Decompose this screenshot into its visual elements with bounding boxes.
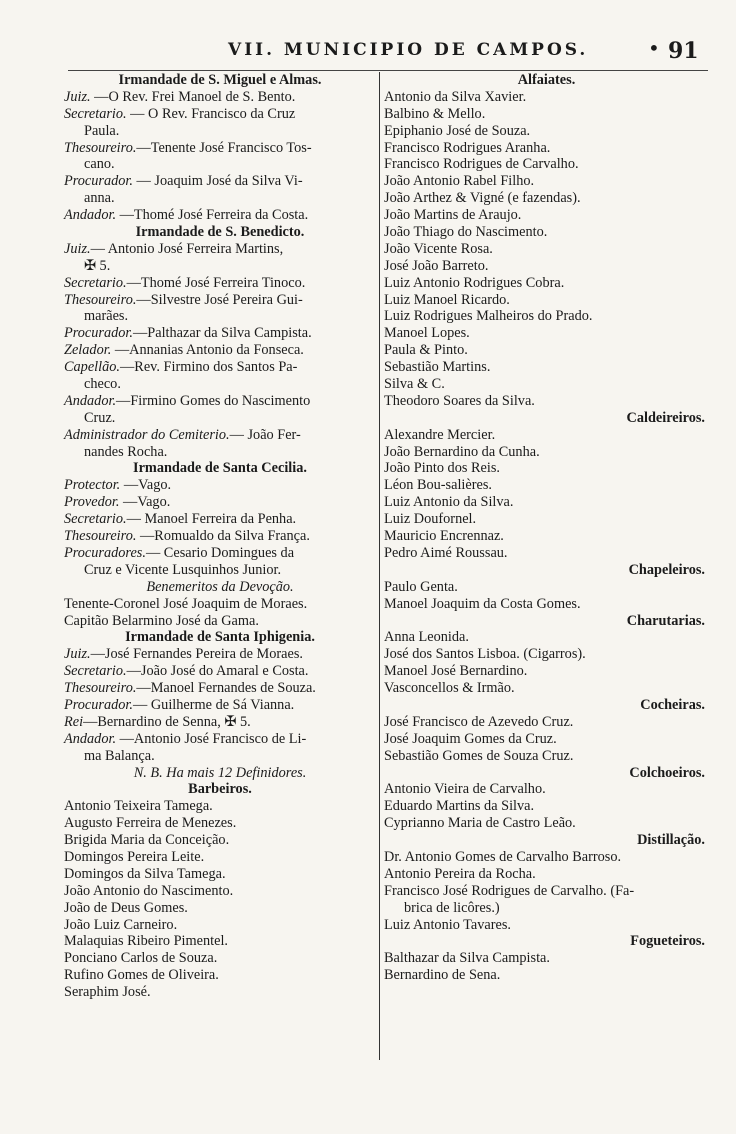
line-text: Luiz Antonio da Silva.: [384, 494, 514, 511]
page-title: VII. MUNICIPIO DE CAMPOS.: [228, 40, 589, 60]
line-text: —O Rev. Frei Manoel de S. Bento.: [90, 88, 296, 105]
line-text: Manoel José Bernardino.: [384, 663, 528, 680]
line-text: — Cesario Domingues da: [145, 544, 295, 561]
line-text: Seraphim José.: [64, 984, 151, 1001]
text-line: [384, 325, 709, 342]
text-line: [384, 224, 709, 241]
role-label: Juiz.: [64, 646, 91, 663]
text-line: [64, 731, 376, 748]
line-text: — Guilherme de Sá Vianna.: [132, 696, 295, 713]
line-text: João Vicente Rosa.: [384, 240, 493, 257]
section-heading: [384, 832, 709, 849]
text-line: [384, 89, 709, 106]
text-line: [64, 849, 376, 866]
text-line: [384, 393, 709, 410]
line-text: João Luiz Carneiro.: [64, 916, 178, 933]
line-text: —Rev. Firmino dos Santos Pa-: [120, 359, 298, 376]
line-text: João Bernardino da Cunha.: [384, 443, 540, 460]
section-heading: [384, 72, 709, 89]
text-line: [384, 596, 709, 613]
line-text: José João Barreto.: [384, 257, 489, 274]
text-line: [64, 950, 376, 967]
text-line: [384, 646, 709, 663]
text-line: [64, 528, 376, 545]
role-label: Andador.: [64, 392, 117, 409]
line-text: Irmandade de S. Miguel e Almas.: [118, 72, 322, 88]
role-label: Thesoureiro.: [64, 139, 137, 156]
text-line: [384, 376, 709, 393]
line-text: Malaquias Ribeiro Pimentel.: [64, 933, 228, 950]
text-line: [384, 427, 709, 444]
line-text: Charutarias.: [626, 612, 705, 629]
text-line: [384, 663, 709, 680]
text-line: [384, 798, 709, 815]
line-text: — Antonio José Ferreira Martins,: [90, 240, 284, 257]
line-text: anna.: [84, 190, 115, 207]
line-text: —Manoel Fernandes de Souza.: [136, 680, 316, 697]
line-text: N. B. Ha mais 12 Definidores.: [133, 764, 307, 781]
role-label: Protector.: [64, 477, 121, 494]
line-text: Irmandade de S. Benedicto.: [135, 224, 305, 241]
section-heading: [384, 613, 709, 630]
text-line: [64, 140, 376, 157]
text-line: [384, 917, 709, 934]
line-text: nandes Rocha.: [84, 443, 168, 460]
text-line: [384, 359, 709, 376]
text-line: [384, 528, 709, 545]
line-text: Luiz Doufornel.: [384, 511, 477, 528]
text-line: [64, 933, 376, 950]
line-text: Eduardo Martins da Silva.: [384, 798, 535, 815]
line-text: João de Deus Gomes.: [64, 899, 188, 916]
text-line: [64, 798, 376, 815]
line-text: Luiz Rodrigues Malheiros do Prado.: [384, 308, 593, 325]
line-text: José Francisco de Azevedo Cruz.: [384, 713, 574, 730]
text-line: [384, 477, 709, 494]
text-line: [64, 106, 376, 123]
text-line: [64, 325, 376, 342]
section-heading: [64, 460, 376, 477]
header-rule: [68, 70, 708, 71]
line-text: João Thiago do Nascimento.: [384, 224, 548, 241]
line-text: checo.: [84, 376, 121, 393]
text-line: [64, 156, 376, 173]
section-heading: [384, 562, 709, 579]
text-line: [64, 494, 376, 511]
line-text: Benemeritos da Devoção.: [146, 578, 294, 595]
line-text: Tenente-Coronel José Joaquim de Moraes.: [64, 595, 308, 612]
text-line: [384, 292, 709, 309]
line-text: Mauricio Encrennaz.: [384, 528, 504, 545]
line-text: —José Fernandes Pereira de Moraes.: [90, 646, 304, 663]
page-number: 91: [668, 38, 699, 64]
text-line: [384, 106, 709, 123]
line-text: Irmandade de Santa Iphigenia.: [125, 629, 315, 646]
text-line: [384, 545, 709, 562]
text-line: [64, 123, 376, 140]
text-line: [384, 781, 709, 798]
text-line: [64, 511, 376, 528]
line-text: Francisco Rodrigues Aranha.: [384, 139, 551, 156]
line-text: Antonio Vieira de Carvalho.: [384, 781, 546, 798]
line-text: Sebastião Martins.: [384, 359, 491, 376]
line-text: Bernardino de Sena.: [384, 967, 501, 984]
line-text: —Vago.: [119, 494, 171, 511]
line-text: Antonio Pereira da Rocha.: [384, 865, 536, 882]
role-label: Secretario.: [64, 511, 127, 528]
line-text: —Romualdo da Silva França.: [136, 528, 310, 545]
section-heading: [64, 224, 376, 241]
text-line: [64, 596, 376, 613]
text-line: [64, 427, 376, 444]
left-column: [64, 72, 376, 1001]
line-text: —Palthazar da Silva Campista.: [132, 325, 312, 342]
text-line: [384, 680, 709, 697]
role-label: Juiz.: [64, 88, 91, 105]
line-text: —Antonio José Francisco de Li-: [116, 730, 307, 747]
line-text: Vasconcellos & Irmão.: [384, 680, 515, 697]
header-mark: •: [648, 36, 660, 60]
line-text: brica de licôres.): [404, 899, 500, 916]
role-label: Juiz.: [64, 240, 91, 257]
line-text: Theodoro Soares da Silva.: [384, 392, 535, 409]
text-line: [64, 241, 376, 258]
line-text: Brigida Maria da Conceição.: [64, 832, 230, 849]
line-text: — Manoel Ferreira da Penha.: [126, 511, 297, 528]
line-text: Epiphanio José de Souza.: [384, 122, 531, 139]
line-text: Ponciano Carlos de Souza.: [64, 950, 218, 967]
section-heading: [384, 697, 709, 714]
text-line: [64, 680, 376, 697]
line-text: Balthazar da Silva Campista.: [384, 950, 550, 967]
section-heading: [384, 933, 709, 950]
role-label: Procurador.: [64, 696, 133, 713]
line-text: —Thomé José Ferreira Tinoco.: [126, 274, 306, 291]
text-line: [64, 646, 376, 663]
line-text: Paula.: [84, 122, 120, 139]
line-text: Antonio Teixeira Tamega.: [64, 798, 213, 815]
line-text: ma Balança.: [84, 747, 155, 764]
role-label: Zelador.: [64, 342, 112, 359]
text-line: [64, 663, 376, 680]
line-text: Fogueteiros.: [630, 933, 705, 950]
text-line: [384, 241, 709, 258]
page-header: [0, 36, 736, 70]
line-text: João Antonio Rabel Filho.: [384, 173, 535, 190]
line-text: —Annanias Antonio da Fonseca.: [111, 342, 304, 359]
line-text: Silva & C.: [384, 376, 445, 393]
text-line: [64, 545, 376, 562]
text-line: [64, 714, 376, 731]
text-line: [64, 579, 376, 596]
line-text: Barbeiros.: [188, 781, 252, 798]
line-text: João Arthez & Vigné (e fazendas).: [384, 190, 581, 207]
line-text: Cruz e Vicente Lusquinhos Junior.: [84, 561, 282, 578]
line-text: Rufino Gomes de Oliveira.: [64, 967, 219, 984]
text-line: [64, 308, 376, 325]
text-line: [384, 140, 709, 157]
line-text: João Martins de Araujo.: [384, 207, 522, 224]
line-text: Cocheiras.: [640, 696, 705, 713]
line-text: Distillação.: [637, 832, 705, 849]
text-line: [384, 950, 709, 967]
text-line: [384, 444, 709, 461]
line-text: Manoel Joaquim da Costa Gomes.: [384, 595, 581, 612]
line-text: —Vago.: [120, 477, 172, 494]
line-text: Capitão Belarmino José da Gama.: [64, 612, 259, 629]
line-text: Colchoeiros.: [629, 764, 705, 781]
text-line: [384, 342, 709, 359]
text-line: [384, 815, 709, 832]
line-text: —Tenente José Francisco Tos-: [136, 139, 312, 156]
text-line: [64, 376, 376, 393]
role-label: Andador.: [64, 207, 117, 224]
role-label: Thesoureiro.: [64, 528, 137, 545]
text-line: [64, 917, 376, 934]
text-line: [384, 494, 709, 511]
text-line: [64, 477, 376, 494]
text-line: [64, 207, 376, 224]
text-line: [384, 308, 709, 325]
section-heading: [64, 72, 376, 89]
role-label: Secretario.: [64, 274, 127, 291]
text-line: [384, 629, 709, 646]
role-label: Rei: [64, 713, 84, 730]
line-text: José Joaquim Gomes da Cruz.: [384, 730, 557, 747]
text-line: [384, 849, 709, 866]
text-line: [64, 613, 376, 630]
line-text: Paulo Genta.: [384, 578, 458, 595]
text-line: [384, 190, 709, 207]
text-line: [384, 258, 709, 275]
line-text: — Joaquim José da Silva Vi-: [132, 173, 303, 190]
text-line: [384, 900, 709, 917]
text-line: [64, 900, 376, 917]
line-text: marães.: [84, 308, 129, 325]
text-line: [64, 89, 376, 106]
text-line: [64, 173, 376, 190]
section-heading: [64, 629, 376, 646]
text-line: [64, 765, 376, 782]
line-text: Francisco José Rodrigues de Carvalho. (Fa-: [384, 882, 635, 899]
text-line: [64, 562, 376, 579]
line-text: Dr. Antonio Gomes de Carvalho Barroso.: [384, 848, 622, 865]
text-line: [64, 190, 376, 207]
line-text: cano.: [84, 156, 115, 173]
text-line: [384, 866, 709, 883]
line-text: Alfaiates.: [517, 72, 576, 88]
column-divider: [379, 72, 380, 1060]
line-text: Manoel Lopes.: [384, 325, 470, 342]
line-text: Chapeleiros.: [628, 561, 705, 578]
text-line: [384, 123, 709, 140]
line-text: —Thomé José Ferreira da Costa.: [116, 207, 309, 224]
text-line: [64, 359, 376, 376]
right-column: [384, 72, 709, 984]
text-line: [384, 748, 709, 765]
text-line: [64, 832, 376, 849]
line-text: —Bernardino de Senna, ✠ 5.: [83, 713, 251, 730]
role-label: Secretario.: [64, 663, 127, 680]
line-text: Pedro Aimé Roussau.: [384, 544, 508, 561]
role-label: Thesoureiro.: [64, 291, 137, 308]
text-line: [384, 714, 709, 731]
role-label: Procuradores.: [64, 544, 146, 561]
text-line: [64, 410, 376, 427]
text-line: [64, 342, 376, 359]
text-line: [384, 156, 709, 173]
line-text: Cyprianno Maria de Castro Leão.: [384, 815, 576, 832]
line-text: Luiz Antonio Rodrigues Cobra.: [384, 274, 565, 291]
line-text: Antonio da Silva Xavier.: [384, 88, 527, 105]
text-line: [64, 967, 376, 984]
text-line: [384, 731, 709, 748]
line-text: — João Fer-: [229, 426, 301, 443]
text-line: [384, 511, 709, 528]
role-label: Provedor.: [64, 494, 120, 511]
text-line: [64, 697, 376, 714]
line-text: Domingos da Silva Tamega.: [64, 865, 226, 882]
line-text: José dos Santos Lisboa. (Cigarros).: [384, 646, 586, 663]
line-text: Alexandre Mercier.: [384, 426, 496, 443]
line-text: Augusto Ferreira de Menezes.: [64, 815, 237, 832]
text-line: [64, 748, 376, 765]
line-text: Domingos Pereira Leite.: [64, 848, 205, 865]
line-text: —Silvestre José Pereira Gui-: [136, 291, 303, 308]
line-text: — O Rev. Francisco da Cruz: [126, 105, 296, 122]
line-text: —Firmino Gomes do Nascimento: [116, 392, 311, 409]
role-label: Andador.: [64, 730, 117, 747]
text-line: [384, 275, 709, 292]
text-line: [384, 579, 709, 596]
text-line: [384, 173, 709, 190]
text-line: [384, 460, 709, 477]
role-label: Secretario.: [64, 105, 127, 122]
line-text: Luiz Antonio Tavares.: [384, 916, 511, 933]
text-line: [64, 444, 376, 461]
line-text: Cruz.: [84, 409, 116, 426]
line-text: Léon Bou-salières.: [384, 477, 492, 494]
line-text: João Antonio do Nascimento.: [64, 882, 234, 899]
line-text: Caldeireiros.: [626, 409, 705, 426]
text-line: [64, 393, 376, 410]
text-line: [64, 275, 376, 292]
line-text: Paula & Pinto.: [384, 342, 468, 359]
text-line: [384, 967, 709, 984]
role-label: Thesoureiro.: [64, 680, 137, 697]
text-line: [64, 258, 376, 275]
section-heading: [384, 410, 709, 427]
line-text: —João José do Amaral e Costa.: [126, 663, 309, 680]
role-label: Procurador.: [64, 173, 133, 190]
text-line: [64, 292, 376, 309]
line-text: João Pinto dos Reis.: [384, 460, 500, 477]
line-text: ✠ 5.: [84, 257, 111, 274]
text-line: [384, 883, 709, 900]
text-line: [64, 866, 376, 883]
text-line: [64, 883, 376, 900]
role-label: Administrador do Cemiterio.: [64, 426, 230, 443]
line-text: Sebastião Gomes de Souza Cruz.: [384, 747, 574, 764]
role-label: Procurador.: [64, 325, 133, 342]
line-text: Anna Leonida.: [384, 629, 469, 646]
role-label: Capellão.: [64, 359, 120, 376]
section-heading: [64, 781, 376, 798]
section-heading: [384, 765, 709, 782]
text-line: [384, 207, 709, 224]
text-line: [64, 984, 376, 1001]
line-text: Francisco Rodrigues de Carvalho.: [384, 156, 579, 173]
line-text: Luiz Manoel Ricardo.: [384, 291, 510, 308]
line-text: Balbino & Mello.: [384, 105, 486, 122]
line-text: Irmandade de Santa Cecilia.: [133, 460, 307, 477]
text-line: [64, 815, 376, 832]
